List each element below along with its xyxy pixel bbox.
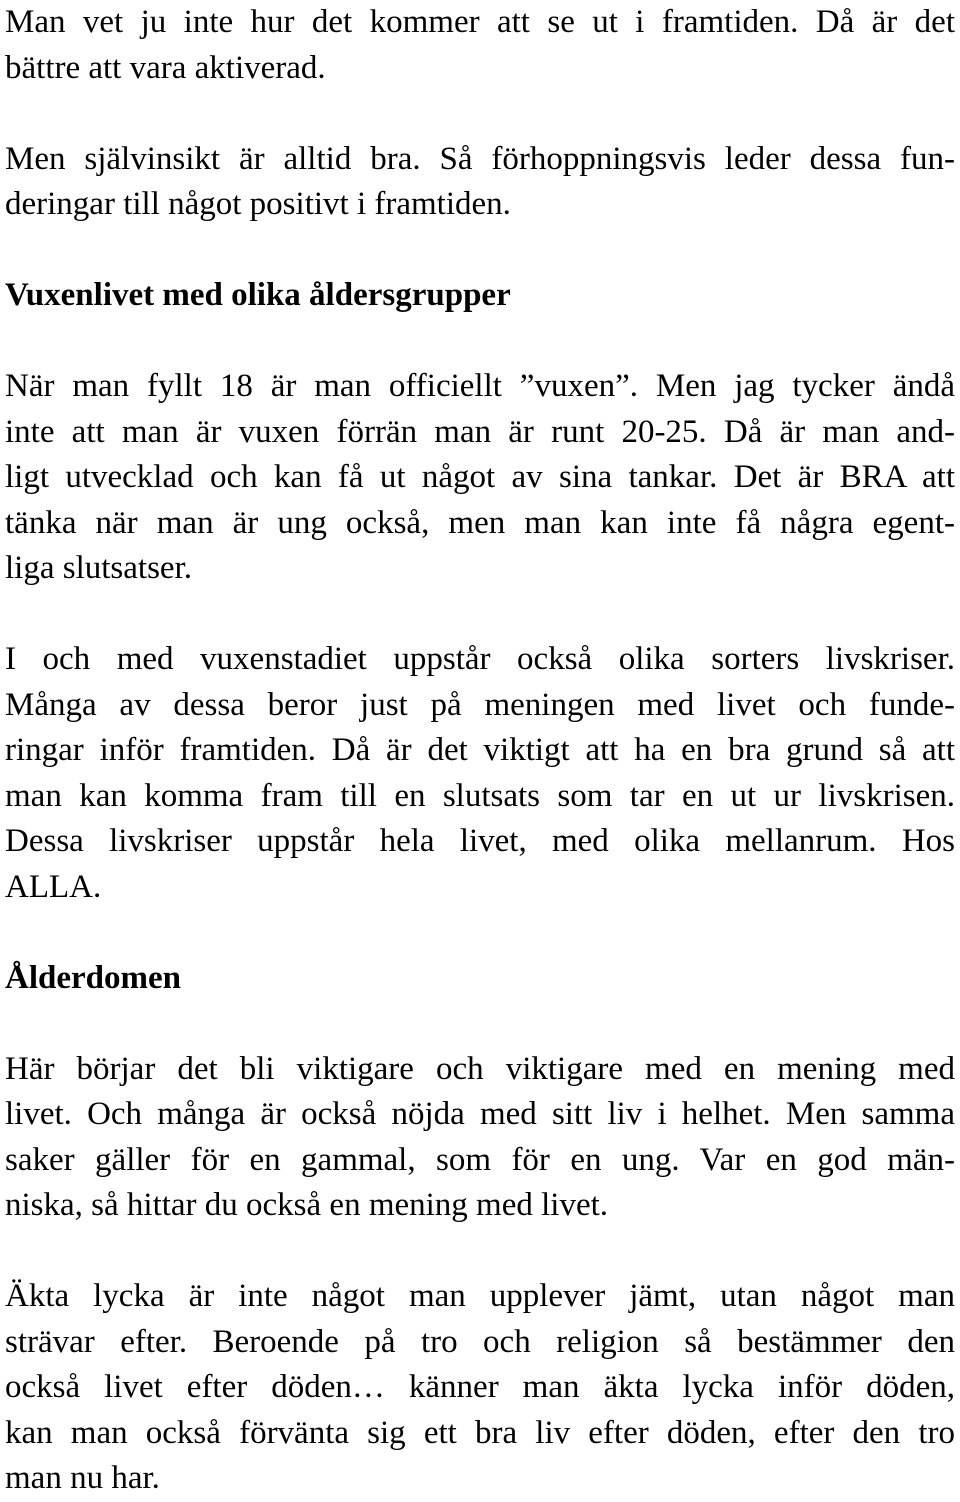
section-heading-alderdomen <box>5 956 955 1002</box>
text-line: deringar till något positivt i framtiden. <box>5 186 511 222</box>
text-line: kan man också förvänta sig ett bra liv efter döden, efter den tro <box>5 1414 955 1451</box>
section-heading-vuxenlivet <box>5 273 955 319</box>
paragraph-gap <box>5 592 955 638</box>
text-line: också livet efter döden… känner man äkta lycka inför döden, <box>5 1369 955 1405</box>
text-line: liga slutsatser. <box>5 550 192 586</box>
paragraph-livskriser <box>5 637 955 910</box>
text-line: bättre att vara aktiverad. <box>5 49 326 86</box>
text-line: strävar efter. Beroende på tro och religion så bestämmer den <box>5 1323 955 1360</box>
text-line: Dessa livskriser uppstår hela livet, med olika mellanrum. Hos <box>5 823 955 859</box>
paragraph-framtiden <box>5 0 955 91</box>
text-line: man nu har. <box>5 1460 160 1496</box>
paragraph-vuxen <box>5 364 955 592</box>
paragraph-gap <box>5 1001 955 1047</box>
text-line: tänka när man är ung också, men man kan inte få några egent- <box>5 504 955 541</box>
text-line: Äkta lycka är inte något man upplever jämt, utan något man <box>5 1278 955 1314</box>
paragraph-sjalvinsikt <box>5 137 955 228</box>
document-page <box>5 0 955 1502</box>
text-line: ligt utvecklad och kan få ut något av sina tankar. Det är BRA att <box>5 459 955 495</box>
text-line: man kan komma fram till en slutsats som tar en ut ur livskrisen. <box>5 777 955 814</box>
paragraph-gap <box>5 319 955 365</box>
text-line: ringar inför framtiden. Då är det viktigt att ha en bra grund så att <box>5 732 955 768</box>
text-line: ALLA. <box>5 868 102 905</box>
text-line: niska, så hittar du också en mening med livet. <box>5 1187 609 1223</box>
paragraph-gap <box>5 228 955 274</box>
paragraph-lycka <box>5 1274 955 1502</box>
text-line: Här börjar det bli viktigare och viktigare med en mening med <box>5 1050 955 1087</box>
paragraph-gap <box>5 91 955 137</box>
text-line: Men självinsikt är alltid bra. Så förhoppningsvis leder dessa fun- <box>5 140 955 177</box>
paragraph-gap <box>5 910 955 956</box>
text-line: I och med vuxenstadiet uppstår också olika sorters livskriser. <box>5 641 955 677</box>
text-line: Många av dessa beror just på meningen med livet och funde- <box>5 686 955 723</box>
text-line: Man vet ju inte hur det kommer att se ut i framtiden. Då är det <box>5 4 955 40</box>
paragraph-gap <box>5 1229 955 1275</box>
text-line: saker gäller för en gammal, som för en ung. Var en god män- <box>5 1141 955 1178</box>
text-line: livet. Och många är också nöjda med sitt liv i helhet. Men samma <box>5 1096 955 1132</box>
text-line: När man fyllt 18 är man officiellt ”vuxen”. Men jag tycker ändå <box>5 368 955 404</box>
text-line: inte att man är vuxen förrän man är runt 20-25. Då är man and- <box>5 413 955 450</box>
section-heading: Ålderdomen <box>5 959 181 996</box>
section-heading: Vuxenlivet med olika åldersgrupper <box>5 277 511 313</box>
paragraph-mening <box>5 1047 955 1229</box>
